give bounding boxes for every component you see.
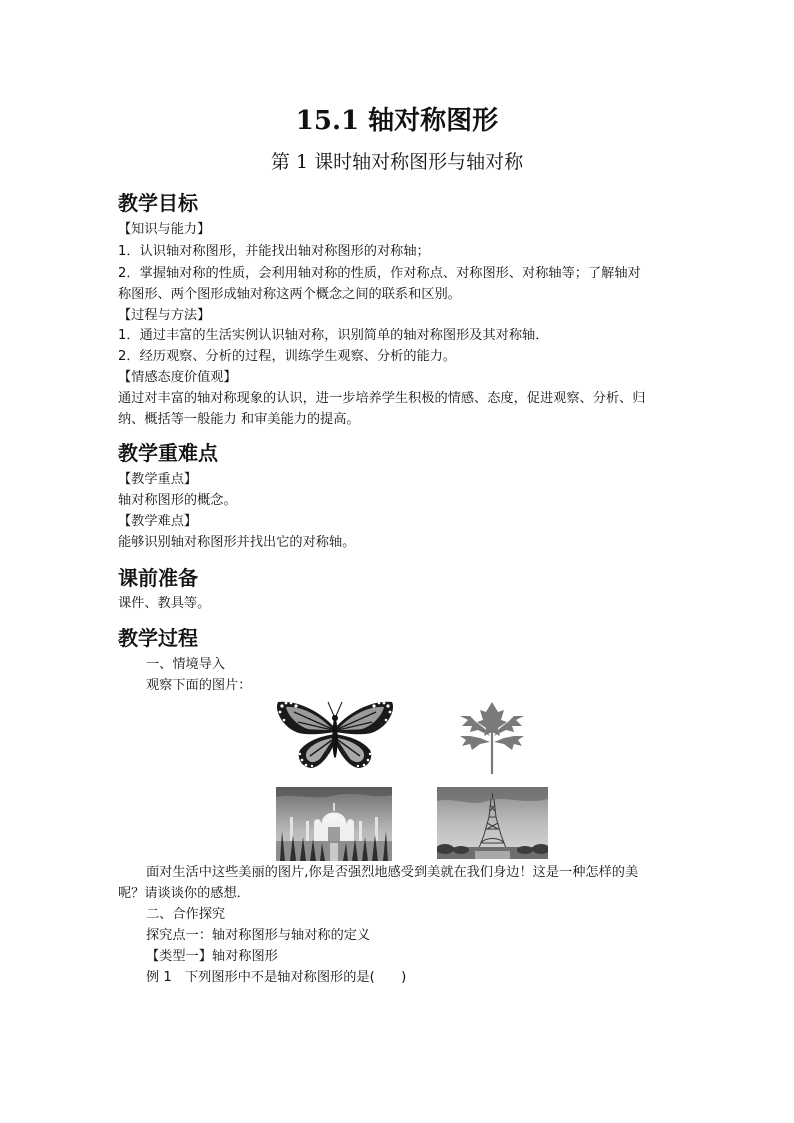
- paragraph-line: 面对生活中这些美丽的图片,你是否强烈地感受到美就在我们身边！这是一种怎样的美: [146, 865, 639, 880]
- observe-text: 观察下面的图片：: [146, 678, 252, 693]
- section-explore: 二、合作探究: [146, 907, 226, 922]
- process-item: 1．通过丰富的生活实例认识轴对称，识别简单的轴对称图形及其对称轴．: [118, 328, 549, 343]
- butterfly-image: [274, 698, 396, 772]
- example-question: 例 1 下列图形中不是轴对称图形的是( ): [146, 970, 407, 985]
- explore-point: 探究点一：轴对称图形与轴对称的定义: [146, 928, 371, 943]
- type-label: 【类型一】轴对称图形: [146, 949, 278, 964]
- page-subtitle: 第 1 课时轴对称图形与轴对称: [270, 151, 524, 173]
- eiffel-tower-image: [437, 787, 548, 859]
- objectives-heading: 教学目标: [118, 191, 198, 215]
- leaf-image: [454, 700, 530, 776]
- page-title: 15.1 轴对称图形: [295, 106, 499, 136]
- focus-text: 轴对称图形的概念。: [118, 493, 237, 508]
- attitude-line: 纳、概括等一般能力 和审美能力的提高。: [118, 412, 360, 427]
- difficulty-label: 【教学难点】: [118, 514, 198, 529]
- paragraph-line: 呢？请谈谈你的感想．: [118, 886, 250, 901]
- preparation-text: 课件、教具等。: [118, 596, 211, 611]
- knowledge-label: 【知识与能力】: [118, 222, 211, 237]
- attitude-line: 通过对丰富的轴对称现象的认识，进一步培养学生积极的情感、态度，促进观察、分析、归: [118, 391, 646, 406]
- preparation-heading: 课前准备: [118, 566, 198, 590]
- section-situation: 一、情境导入: [146, 657, 226, 672]
- taj-mahal-image: [276, 787, 392, 861]
- focus-label: 【教学重点】: [118, 472, 198, 487]
- process-item: 2．经历观察、分析的过程，训练学生观察、分析的能力。: [118, 349, 457, 364]
- knowledge-item: 1．认识轴对称图形，并能找出轴对称图形的对称轴；: [118, 244, 430, 259]
- knowledge-item: 称图形、两个图形成轴对称这两个概念之间的联系和区别。: [118, 287, 461, 302]
- knowledge-item: 2．掌握轴对称的性质，会利用轴对称的性质，作对称点、对称图形、对称轴等；了解轴对: [118, 266, 641, 281]
- attitude-label: 【情感态度价值观】: [118, 370, 237, 385]
- keypoints-heading: 教学重难点: [118, 441, 218, 465]
- process-label: 【过程与方法】: [118, 308, 211, 323]
- difficulty-text: 能够识别轴对称图形并找出它的对称轴。: [118, 535, 356, 550]
- process-heading: 教学过程: [118, 626, 198, 650]
